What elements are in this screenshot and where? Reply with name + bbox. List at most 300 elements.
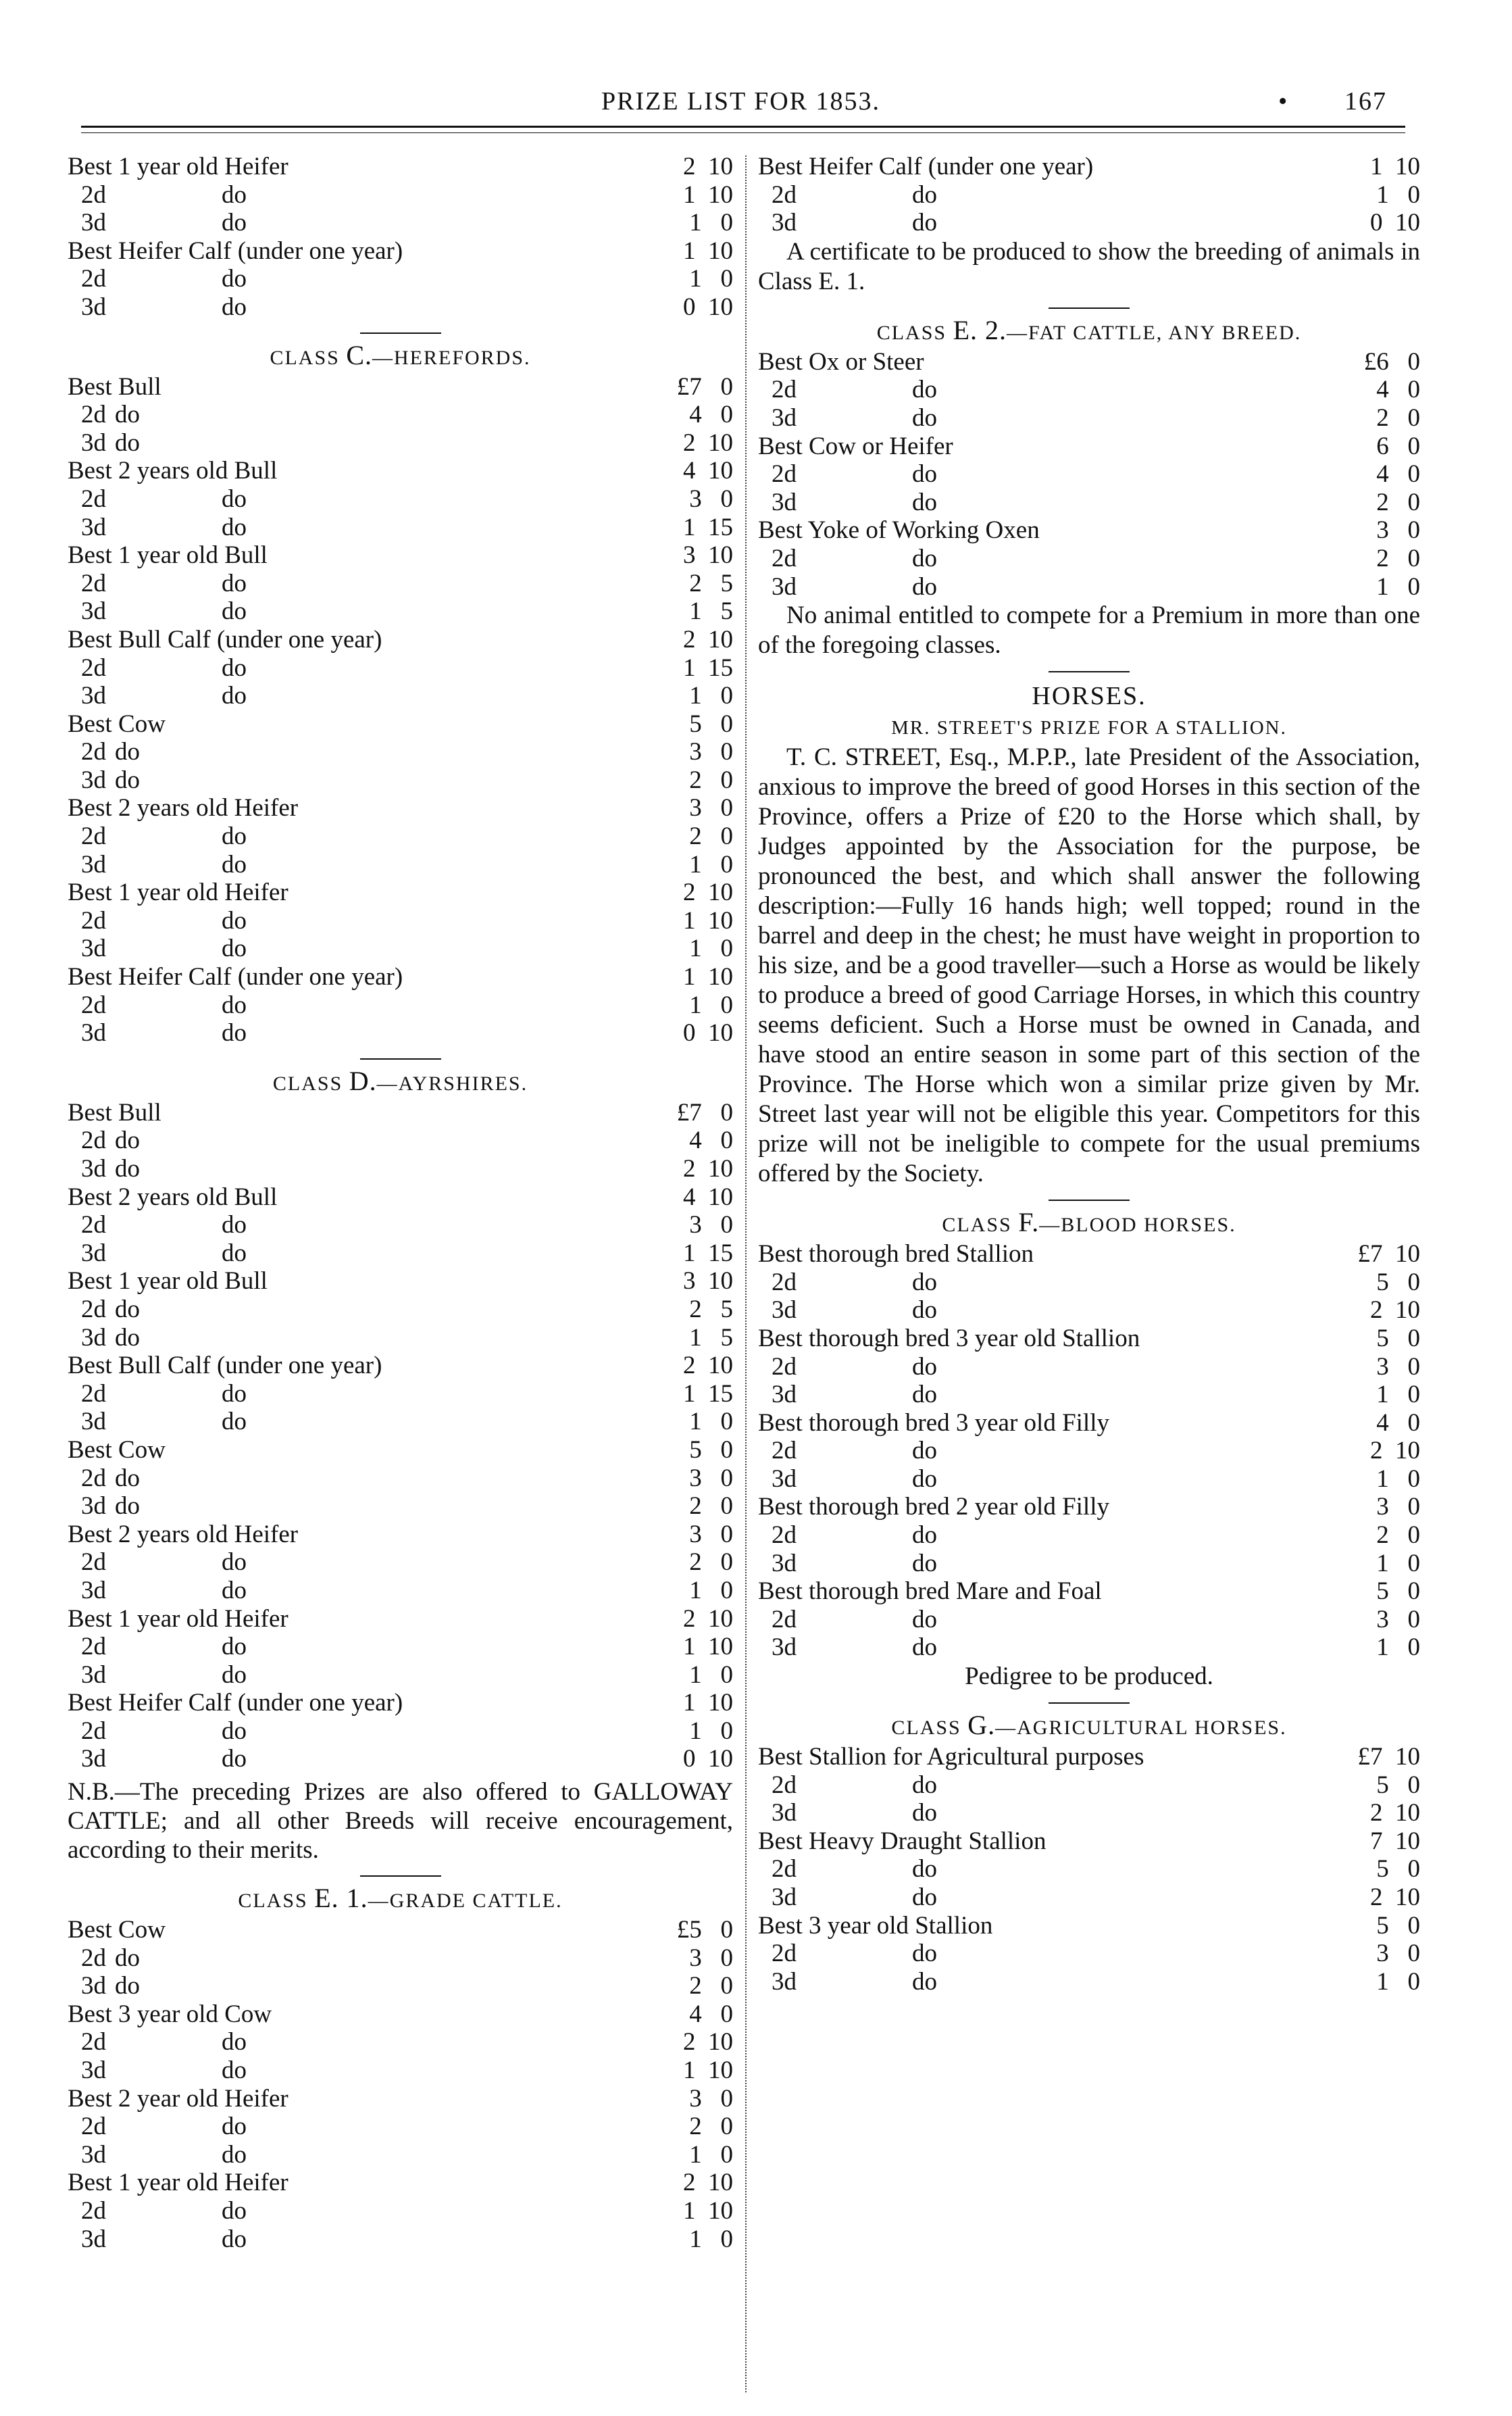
prize-label: 2d (772, 1268, 797, 1296)
prize-amount: 1 0 (1376, 1967, 1420, 1996)
prize-label: Best Bull (68, 372, 161, 401)
prize-amount: 2 10 (1370, 1437, 1420, 1465)
prize-amount: 2 10 (683, 428, 733, 457)
class-c-heading (68, 341, 733, 370)
prize-amount: 3 0 (689, 1944, 733, 1972)
prize-label: 2d (81, 1464, 106, 1492)
prize-row (758, 460, 1420, 489)
ditto-mark: do (912, 1967, 937, 1996)
prize-label: 3d (81, 1239, 106, 1267)
prize-label: Best thorough bred Mare and Foal (758, 1577, 1102, 1606)
prize-row (758, 1325, 1420, 1353)
prize-label: Best 1 year old Bull (68, 1267, 268, 1296)
class-g-list (758, 1743, 1420, 1996)
ditto-mark: do (222, 1379, 247, 1408)
ditto-mark: do (912, 1521, 937, 1550)
prize-row (758, 489, 1420, 517)
prize-label: Best Cow (68, 1435, 166, 1464)
pedigree-note: Pedigree to be produced. (965, 1662, 1213, 1691)
header-rule (81, 126, 1405, 133)
no-animal-note: No animal entitled to compete for a Premium in more than one of the foregoing classes. (758, 601, 1420, 660)
prize-row (758, 1968, 1420, 1996)
heading-letter: E. 1. (314, 1883, 368, 1914)
prize-label: 2d (81, 2197, 106, 2225)
prize-row (68, 626, 733, 654)
prize-amount: 5 0 (689, 1435, 733, 1464)
prize-label: 3d (81, 1019, 106, 1047)
ditto-mark: do (912, 1352, 937, 1381)
class-d-list (68, 1099, 733, 1773)
prize-label: Best Bull Calf (under one year) (68, 625, 382, 654)
prize-row (758, 1521, 1420, 1550)
prize-label: Best 2 years old Heifer (68, 794, 299, 822)
prize-row (68, 935, 733, 963)
prize-amount: 3 0 (1376, 1605, 1420, 1633)
prize-amount: 1 5 (689, 597, 733, 626)
horses-title: HORSES. (1032, 682, 1146, 711)
ditto-mark: do (912, 1268, 937, 1296)
prize-row (758, 1633, 1420, 1662)
prize-amount: 5 0 (1376, 1911, 1420, 1940)
prize-label: 3d (772, 1967, 797, 1996)
prize-amount: 5 0 (1376, 1577, 1420, 1606)
heading-prefix: CLASS (238, 1890, 315, 1913)
prize-amount: 2 10 (1370, 1883, 1420, 1911)
prize-amount: 1 10 (683, 180, 733, 209)
ditto-mark: do (222, 1717, 247, 1745)
ditto-mark: do (912, 1771, 937, 1799)
prize-row (68, 1916, 733, 1944)
certificate-note: A certificate to be produced to show the breeding of animals in Class E. 1. (758, 237, 1420, 295)
ditto-mark: do (912, 1464, 937, 1493)
prize-amount: 4 10 (683, 1183, 733, 1211)
prize-amount: 1 0 (689, 2140, 733, 2169)
ditto-mark: do (222, 991, 247, 1019)
ditto-mark: do (115, 738, 140, 766)
heading-letter: G. (967, 1710, 996, 1741)
prize-amount: 1 0 (1376, 180, 1420, 209)
list-continued (68, 153, 733, 322)
prize-row (68, 1267, 733, 1296)
prize-amount: 3 0 (689, 485, 733, 513)
ditto-mark: do (115, 1323, 140, 1352)
prize-row (758, 1268, 1420, 1297)
prize-label: 3d (772, 209, 797, 237)
prize-amount: 1 0 (1376, 1381, 1420, 1409)
prize-row (758, 1855, 1420, 1883)
prize-row (68, 1296, 733, 1324)
prize-label: 2d (772, 460, 797, 489)
prize-amount: 1 0 (1376, 572, 1420, 601)
prize-amount: 1 10 (683, 237, 733, 265)
prize-row (68, 2225, 733, 2254)
ditto-mark: do (912, 1855, 937, 1883)
section-divider (360, 332, 441, 334)
prize-amount: 1 0 (689, 1660, 733, 1689)
page-header-title: PRIZE LIST FOR 1853. (601, 87, 881, 116)
section-divider (1049, 307, 1130, 309)
ditto-mark: do (912, 1799, 937, 1827)
prize-label: 3d (772, 1883, 797, 1911)
prize-label: 2d (81, 991, 106, 1019)
prize-row (758, 153, 1420, 181)
prize-label: 2d (81, 1633, 106, 1661)
street-prize-heading: MR. STREET'S PRIZE FOR A STALLION. (891, 717, 1287, 739)
prize-row (758, 1296, 1420, 1325)
prize-amount: 1 0 (689, 1717, 733, 1745)
prize-amount: 2 10 (683, 1352, 733, 1380)
prize-row (758, 348, 1420, 376)
prize-row (68, 209, 733, 237)
class-f-list (758, 1240, 1420, 1662)
prize-label: 3d (81, 935, 106, 963)
prize-amount: 2 0 (1376, 1521, 1420, 1550)
prize-row (68, 879, 733, 907)
prize-label: 3d (81, 513, 106, 541)
section-divider (1049, 1200, 1130, 1201)
prize-label: 2d (81, 265, 106, 293)
prize-amount: 4 0 (689, 1127, 733, 1155)
prize-label: Best 1 year old Heifer (68, 153, 288, 180)
prize-amount: 2 0 (689, 1972, 733, 2000)
prize-amount: 1 15 (683, 1379, 733, 1408)
prize-label: Best thorough bred Stallion (758, 1240, 1034, 1268)
heading-suffix: —GRADE CATTLE. (368, 1890, 563, 1913)
prize-label: 2d (81, 1211, 106, 1239)
prize-label: 3d (81, 1492, 106, 1521)
ditto-mark: do (912, 544, 937, 572)
ditto-mark: do (222, 2028, 247, 2056)
ditto-mark: do (912, 488, 937, 516)
ditto-mark: do (115, 1127, 140, 1155)
prize-amount: 1 15 (683, 654, 733, 682)
prize-amount: 1 0 (689, 935, 733, 963)
page-number: 167 (1344, 87, 1387, 116)
prize-amount: 1 0 (689, 265, 733, 293)
heading-letter: D. (349, 1065, 377, 1096)
ditto-mark: do (115, 401, 140, 429)
prize-label: 3d (81, 1576, 106, 1604)
prize-label: 2d (81, 180, 106, 209)
prize-row (68, 1127, 733, 1155)
prize-row (68, 1717, 733, 1746)
prize-label: 3d (81, 766, 106, 794)
prize-row (758, 1409, 1420, 1437)
prize-row (68, 1324, 733, 1352)
prize-amount: 1 10 (1370, 153, 1420, 180)
prize-row (68, 2197, 733, 2225)
list-continued-right (758, 153, 1420, 237)
prize-row (758, 1799, 1420, 1827)
prize-amount: 4 0 (1376, 376, 1420, 404)
prize-amount: 3 0 (1376, 516, 1420, 545)
prize-amount: 2 10 (1370, 1799, 1420, 1827)
class-g-heading (758, 1710, 1420, 1740)
prize-row (758, 433, 1420, 461)
prize-label: Best Heifer Calf (under one year) (758, 153, 1094, 180)
prize-row (758, 1743, 1420, 1771)
prize-amount: 3 0 (1376, 1352, 1420, 1381)
prize-amount: 5 0 (1376, 1771, 1420, 1799)
ditto-mark: do (222, 265, 247, 293)
prize-amount: 5 0 (1376, 1268, 1420, 1296)
prize-amount: 1 10 (683, 2056, 733, 2085)
prize-label: 2d (772, 1771, 797, 1799)
prize-row (68, 1380, 733, 1408)
ditto-mark: do (222, 569, 247, 597)
ditto-mark: do (222, 822, 247, 851)
prize-label: Best thorough bred 2 year old Filly (758, 1493, 1109, 1521)
ditto-mark: do (222, 1239, 247, 1267)
heading-prefix: CLASS (891, 1717, 968, 1740)
prize-row (68, 1745, 733, 1773)
ditto-mark: do (222, 2056, 247, 2085)
prize-label: Best 3 year old Cow (68, 2000, 272, 2028)
prize-row (68, 485, 733, 514)
prize-row (758, 516, 1420, 545)
prize-amount: 2 10 (683, 879, 733, 907)
prize-row (68, 153, 733, 181)
prize-row (68, 654, 733, 683)
prize-label: 3d (772, 1799, 797, 1827)
prize-amount: 2 10 (683, 1604, 733, 1633)
prize-label: 2d (772, 180, 797, 209)
prize-label: 2d (81, 822, 106, 851)
prize-label: 3d (81, 1745, 106, 1773)
prize-row (68, 1605, 733, 1633)
prize-label: 3d (772, 1549, 797, 1577)
prize-amount: 3 0 (689, 1464, 733, 1492)
prize-label: 3d (772, 1464, 797, 1493)
heading-prefix: CLASS (876, 321, 953, 344)
prize-row (68, 373, 733, 401)
prize-row (68, 766, 733, 795)
ditto-mark: do (115, 1295, 140, 1323)
prize-label: 3d (81, 1323, 106, 1352)
heading-suffix: —AGRICULTURAL HORSES. (995, 1717, 1287, 1740)
prize-label: 2d (772, 544, 797, 572)
prize-amount: 1 15 (683, 513, 733, 541)
ditto-mark: do (222, 2140, 247, 2169)
prize-amount: £6 0 (1363, 347, 1420, 376)
prize-amount: 0 10 (1370, 209, 1420, 237)
ditto-mark: do (912, 1381, 937, 1409)
prize-label: 3d (772, 488, 797, 516)
prize-row (68, 963, 733, 991)
ditto-mark: do (222, 1211, 247, 1239)
ditto-mark: do (115, 1944, 140, 1972)
ditto-mark: do (222, 906, 247, 935)
prize-row (68, 1099, 733, 1127)
ditto-mark: do (912, 180, 937, 209)
prize-amount: 2 5 (689, 1295, 733, 1323)
prize-row (68, 822, 733, 851)
prize-amount: 3 0 (689, 794, 733, 822)
ditto-mark: do (222, 1408, 247, 1436)
section-divider (1049, 671, 1130, 672)
heading-suffix: —FAT CATTLE, ANY BREED. (1007, 321, 1302, 344)
ditto-mark: do (222, 1633, 247, 1661)
prize-label: 3d (81, 682, 106, 710)
prize-amount: 4 10 (683, 457, 733, 485)
prize-row (68, 265, 733, 293)
ditto-mark: do (912, 1549, 937, 1577)
prize-row (68, 1577, 733, 1605)
heading-suffix: —HEREFORDS. (372, 346, 531, 369)
prize-label: 3d (81, 209, 106, 237)
prize-row (758, 1240, 1420, 1268)
prize-row (68, 2141, 733, 2169)
prize-row (68, 401, 733, 429)
prize-row (68, 1972, 733, 2000)
prize-amount: 2 0 (689, 1492, 733, 1521)
prize-row (758, 1771, 1420, 1800)
prize-amount: £7 0 (676, 372, 733, 401)
prize-row (68, 738, 733, 766)
prize-row (758, 1827, 1420, 1856)
prize-label: Best Heifer Calf (under one year) (68, 237, 403, 265)
prize-row (758, 1577, 1420, 1606)
prize-amount: 3 10 (683, 541, 733, 570)
ditto-mark: do (912, 1883, 937, 1911)
prize-amount: 1 10 (683, 963, 733, 991)
prize-amount: 2 0 (689, 822, 733, 851)
prize-row (68, 2000, 733, 2029)
heading-suffix: —AYRSHIRES. (376, 1072, 528, 1095)
ditto-mark: do (115, 1464, 140, 1492)
prize-row (758, 1465, 1420, 1494)
prize-amount: 1 0 (1376, 1633, 1420, 1662)
prize-label: 2d (772, 376, 797, 404)
prize-label: Best 1 year old Heifer (68, 2169, 288, 2197)
ditto-mark: do (222, 682, 247, 710)
prize-row (68, 682, 733, 710)
prize-label: Best Heifer Calf (under one year) (68, 1689, 403, 1717)
prize-label: 3d (81, 428, 106, 457)
prize-amount: 1 10 (683, 1689, 733, 1717)
prize-row (68, 597, 733, 626)
prize-row (758, 1883, 1420, 1912)
ditto-mark: do (222, 1019, 247, 1047)
column-divider (745, 155, 747, 2392)
prize-label: Best Cow (68, 710, 166, 738)
heading-prefix: CLASS (272, 1072, 349, 1095)
class-e1-list (68, 1916, 733, 2253)
prize-amount: £5 0 (676, 1916, 733, 1944)
prize-amount: £7 0 (676, 1098, 733, 1127)
prize-amount: 1 0 (689, 209, 733, 237)
ditto-mark: do (222, 597, 247, 626)
prize-row (68, 181, 733, 209)
prize-row (68, 1183, 733, 1212)
ditto-mark: do (222, 1548, 247, 1577)
heading-letter: C. (346, 339, 372, 370)
prize-row (68, 710, 733, 739)
prize-label: Best 1 year old Bull (68, 541, 268, 570)
prize-row (758, 1381, 1420, 1409)
prize-row (68, 794, 733, 822)
prize-label: Best Yoke of Working Oxen (758, 516, 1040, 545)
prize-amount: 2 10 (683, 625, 733, 654)
prize-amount: 1 10 (683, 1633, 733, 1661)
prize-amount: 2 10 (683, 2028, 733, 2056)
prize-amount: 3 0 (1376, 1493, 1420, 1521)
ditto-mark: do (912, 460, 937, 489)
prize-label: Best 2 years old Bull (68, 1183, 278, 1211)
prize-label: 2d (772, 1521, 797, 1550)
prize-row (758, 209, 1420, 237)
ditto-mark: do (222, 935, 247, 963)
ditto-mark: do (222, 1660, 247, 1689)
ditto-mark: do (912, 403, 937, 432)
street-prize-paragraph: T. C. STREET, Esq., M.P.P., late President of the Association, anxious to improve the breed of good Horses in this section of the Province, offers a Prize of £20 to the Horse which shall, by Judges appointed by the Association for the purpose, be pronounced the best, and which shall answer the following description:—Fully 16 hands high; well topped; round in the barrel and deep in the chest; he must have weight in proportion to his size, and be a good traveller—such a Horse as would be likely to produce a breed of good Carriage Horses, in which this country seems deficient. Such a Horse must be owned in Canada, and have stood an entire season in some part of this section of the Province. The Horse which won a similar prize given by Mr. Street last year will not be eligible this year. Competitors for this prize will not be ineligible to compete for the usual premiums offered by the Society. (758, 743, 1420, 1188)
prize-row (68, 2113, 733, 2141)
prize-label: Best Heifer Calf (under one year) (68, 963, 403, 991)
prize-amount: 1 10 (683, 906, 733, 935)
ditto-mark: do (912, 1633, 937, 1662)
prize-amount: 3 0 (689, 1520, 733, 1548)
ditto-mark: do (222, 2225, 247, 2253)
prize-row (68, 1408, 733, 1436)
prize-label: 3d (772, 403, 797, 432)
prize-row (68, 1436, 733, 1464)
prize-amount: 1 15 (683, 1239, 733, 1267)
prize-row (758, 1606, 1420, 1634)
ditto-mark: do (115, 1155, 140, 1183)
prize-row (758, 545, 1420, 573)
prize-label: 3d (81, 1408, 106, 1436)
prize-label: Best thorough bred 3 year old Stallion (758, 1324, 1140, 1352)
prize-label: 3d (81, 1660, 106, 1689)
prize-row (68, 1633, 733, 1661)
prize-amount: 1 0 (689, 682, 733, 710)
ditto-mark: do (222, 293, 247, 321)
prize-label: Best Ox or Steer (758, 347, 924, 376)
prize-label: 3d (81, 850, 106, 879)
prize-amount: 4 0 (689, 2000, 733, 2028)
prize-row (68, 1492, 733, 1521)
prize-amount: 1 10 (683, 2197, 733, 2225)
prize-label: 3d (81, 1972, 106, 2000)
section-divider (360, 1058, 441, 1060)
prize-amount: 1 0 (1376, 1464, 1420, 1493)
prize-row (68, 1352, 733, 1380)
prize-amount: 2 10 (683, 1155, 733, 1183)
prize-row (68, 1661, 733, 1690)
page-header-ornament: • (1278, 87, 1289, 116)
prize-amount: 1 0 (689, 991, 733, 1019)
ditto-mark: do (912, 1296, 937, 1325)
prize-row (758, 1940, 1420, 1968)
left-column (68, 153, 733, 2253)
prize-label: 3d (81, 2056, 106, 2085)
ditto-mark: do (912, 209, 937, 237)
prize-label: 3d (81, 293, 106, 321)
prize-amount: £7 10 (1357, 1240, 1420, 1268)
heading-suffix: —BLOOD HORSES. (1039, 1214, 1236, 1237)
ditto-mark: do (222, 2197, 247, 2225)
prize-amount: 1 0 (689, 850, 733, 879)
ditto-mark: do (115, 766, 140, 794)
prize-row (68, 1521, 733, 1549)
prize-label: 2d (81, 906, 106, 935)
ditto-mark: do (222, 513, 247, 541)
class-d-heading (68, 1066, 733, 1096)
prize-label: Best 2 years old Heifer (68, 1520, 299, 1548)
prize-amount: 0 10 (683, 293, 733, 321)
right-column (758, 153, 1420, 1996)
prize-label: 2d (772, 1940, 797, 1968)
